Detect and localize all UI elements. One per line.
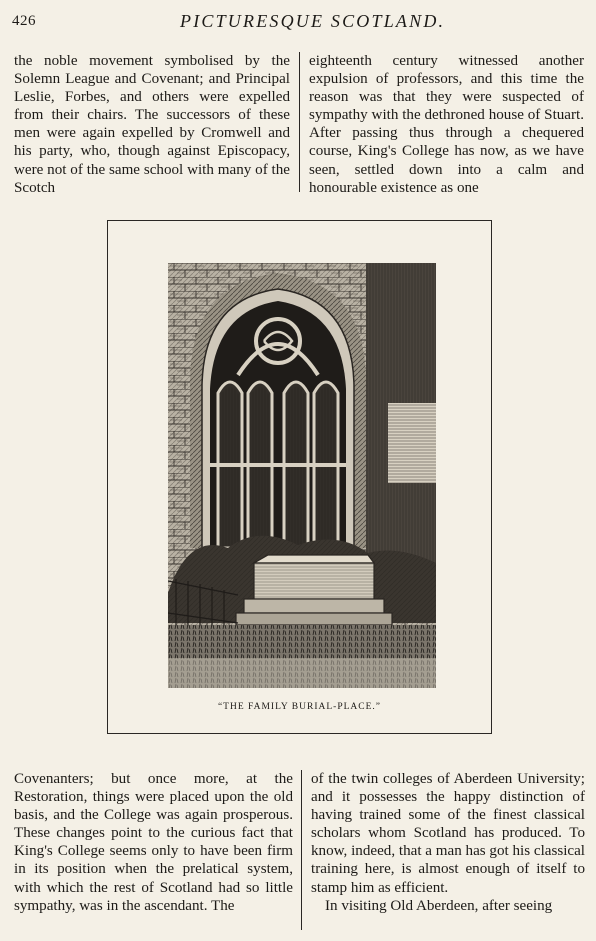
paragraph: of the twin colleges of Aberdeen University; and it possesses the happy distinction of having trained some of the finest classical scholars whom Scotland has produced. To know, indeed, that a man has got his classical training here, is almost enough of itself to stamp him as efficient. — [311, 771, 585, 896]
figure-caption: “THE FAMILY BURIAL-PLACE.” — [217, 702, 382, 712]
column-divider — [301, 770, 302, 930]
paragraph: Covenanters; but once more, at the Restoration, things were placed upon the old basis, and the College was again prosperous. These changes point to the curious fact that King's College seems only to have been firm in its position when the prelatical system, with which the rest of Scotland had so little sympathy, was in the ascendant. The — [14, 771, 293, 914]
column-bottom-left — [14, 770, 293, 915]
column-bottom-right — [311, 770, 585, 915]
family-burial-place-engraving — [168, 263, 436, 688]
paragraph: eighteenth century witnessed another expulsion of professors, and this time the reason was that they were suspected of sympathy with the dethroned house of Stuart. After passing thus through a chequered course, King's College has now, as we have seen, settled down into a calm and honourable existence as one — [309, 53, 584, 196]
column-top-left — [14, 52, 290, 197]
page-number: 426 — [12, 13, 36, 29]
running-title: PICTURESQUE SCOTLAND. — [180, 11, 446, 31]
paragraph: the noble movement symbolised by the Solemn League and Covenant; and Principal Leslie, Forbes, and others were expelled from their chairs. The successors of these men were again expelled by Cromwell and his party, who, though against Episcopacy, were not of the same school with many of the Scotch — [14, 53, 290, 196]
column-divider — [299, 52, 300, 192]
column-top-right — [309, 52, 584, 197]
paragraph: In visiting Old Aberdeen, after seeing — [325, 897, 553, 914]
engraving-illustration — [168, 263, 436, 688]
